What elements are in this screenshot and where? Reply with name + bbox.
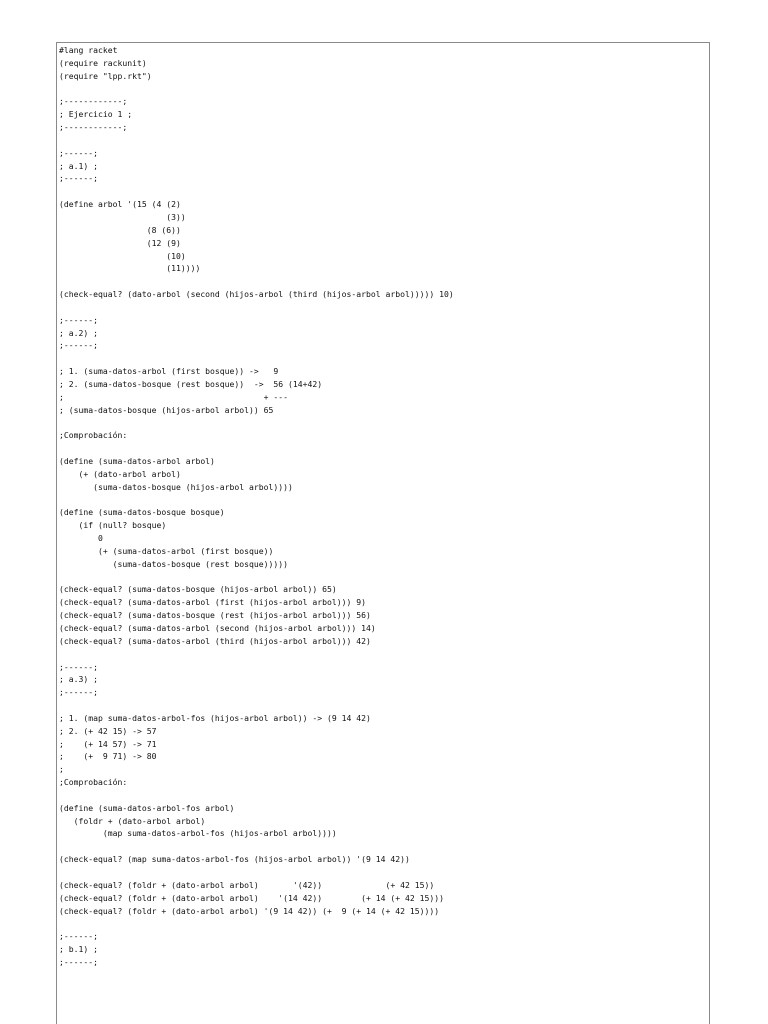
- code-line: (map suma-datos-arbol-fos (hijos-arbol arbol)))): [59, 828, 337, 839]
- code-line: (require "lpp.rkt"): [59, 70, 152, 81]
- code-line: (check-equal? (map suma-datos-arbol-fos (hijos-arbol arbol)) '(9 14 42)): [59, 854, 410, 865]
- code-line: (3)): [59, 211, 186, 222]
- code-line: ; (suma-datos-bosque (hijos-arbol arbol)) 65: [59, 404, 274, 415]
- code-line: ;Comprobación:: [59, 777, 128, 788]
- code-line: [59, 352, 454, 365]
- code-line: (suma-datos-bosque (rest bosque))))): [59, 558, 289, 569]
- code-line: [59, 789, 454, 802]
- code-line: [59, 301, 454, 314]
- code-line: ; a.3) ;: [59, 674, 98, 685]
- code-line: (check-equal? (foldr + (dato-arbol arbol) '(9 14 42)) (+ 9 (+ 14 (+ 42 15)))): [59, 905, 440, 916]
- code-line: [59, 185, 454, 198]
- code-line: ;------;: [59, 173, 98, 184]
- code-line: ; 2. (suma-datos-bosque (rest bosque)) -> 56 (14+42): [59, 378, 323, 389]
- code-line: ; 2. (+ 42 15) -> 57: [59, 725, 157, 736]
- code-line: ;------;: [59, 147, 98, 158]
- code-line: ; 1. (suma-datos-arbol (first bosque)) -> 9: [59, 366, 279, 377]
- code-line: #lang racket: [59, 45, 118, 55]
- code-line: (8 (6)): [59, 224, 181, 235]
- code-line: (require rackunit): [59, 57, 147, 68]
- code-document-page: [56, 42, 710, 1024]
- code-line: (suma-datos-bosque (hijos-arbol arbol)))): [59, 481, 293, 492]
- code-line: [59, 699, 454, 712]
- code-line: (+ (suma-datos-arbol (first bosque)): [59, 545, 274, 556]
- code-line: (12 (9): [59, 237, 181, 248]
- code-line: ;------;: [59, 340, 98, 351]
- code-line: [59, 494, 454, 507]
- code-line: (check-equal? (suma-datos-bosque (hijos-arbol arbol)) 65): [59, 584, 337, 595]
- code-line: (define (suma-datos-bosque bosque): [59, 507, 225, 518]
- code-line: ;------;: [59, 314, 98, 325]
- code-line: ;------;: [59, 661, 98, 672]
- source-code-listing: [59, 44, 454, 969]
- code-line: ;------;: [59, 931, 98, 942]
- code-line: [59, 917, 454, 930]
- code-line: [59, 134, 454, 147]
- code-line: (check-equal? (suma-datos-arbol (second (hijos-arbol arbol))) 14): [59, 622, 376, 633]
- code-line: (define (suma-datos-arbol-fos arbol): [59, 802, 235, 813]
- code-line: ;------------;: [59, 96, 128, 107]
- code-line: ;------------;: [59, 122, 128, 133]
- code-line: ; (+ 14 57) -> 71: [59, 738, 157, 749]
- code-line: ;Comprobación:: [59, 430, 128, 441]
- code-line: ; a.2) ;: [59, 327, 98, 338]
- code-line: (define (suma-datos-arbol arbol): [59, 456, 215, 466]
- code-line: ; Ejercicio 1 ;: [59, 109, 133, 120]
- code-line: ; 1. (map suma-datos-arbol-fos (hijos-arbol arbol)) -> (9 14 42): [59, 712, 371, 723]
- code-line: ; + ---: [59, 391, 289, 402]
- code-line: [59, 648, 454, 661]
- code-line: [59, 442, 454, 455]
- code-line: ; a.1) ;: [59, 160, 98, 171]
- code-line: (foldr + (dato-arbol arbol): [59, 815, 206, 826]
- code-line: (check-equal? (suma-datos-bosque (rest (hijos-arbol arbol))) 56): [59, 610, 371, 621]
- code-line: (if (null? bosque): [59, 520, 167, 531]
- code-line: (check-equal? (suma-datos-arbol (third (hijos-arbol arbol))) 42): [59, 635, 371, 646]
- code-line: ;: [59, 764, 64, 775]
- code-line: (define arbol '(15 (4 (2): [59, 199, 181, 210]
- code-line: (check-equal? (suma-datos-arbol (first (hijos-arbol arbol))) 9): [59, 597, 366, 608]
- code-line: 0: [59, 533, 103, 544]
- code-line: ; (+ 9 71) -> 80: [59, 751, 157, 762]
- code-line: (check-equal? (foldr + (dato-arbol arbol) '(14 42)) (+ 14 (+ 42 15))): [59, 892, 444, 903]
- code-line: ;------;: [59, 687, 98, 698]
- code-line: ;------;: [59, 956, 98, 967]
- code-line: (+ (dato-arbol arbol): [59, 468, 181, 479]
- code-line: [59, 275, 454, 288]
- code-line: ; b.1) ;: [59, 944, 98, 955]
- code-line: (11)))): [59, 263, 201, 274]
- code-line: (check-equal? (foldr + (dato-arbol arbol) '(42)) (+ 42 15)): [59, 879, 435, 890]
- code-line: (check-equal? (dato-arbol (second (hijos-arbol (third (hijos-arbol arbol))))) 10): [59, 289, 454, 300]
- code-line: [59, 83, 454, 96]
- code-line: (10): [59, 250, 186, 261]
- code-line: [59, 840, 454, 853]
- code-line: [59, 866, 454, 879]
- code-line: [59, 416, 454, 429]
- code-line: [59, 571, 454, 584]
